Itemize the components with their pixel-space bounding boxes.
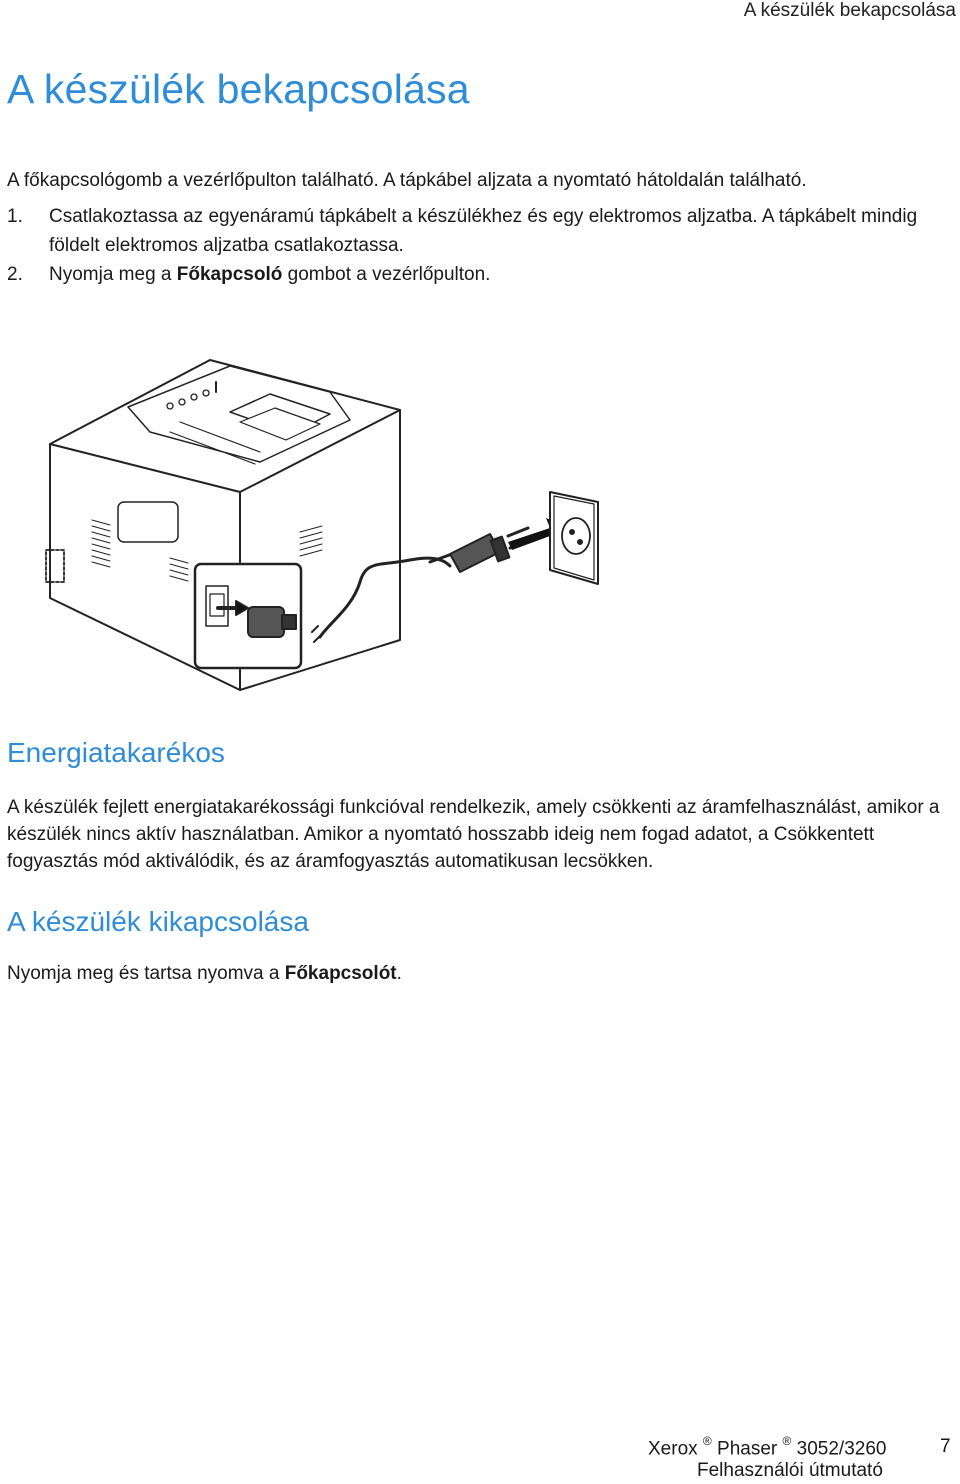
footer-product [648, 1436, 886, 1460]
step-text-before: Nyomja meg a [49, 264, 177, 285]
footer-model: 3052/3260 [796, 1438, 887, 1460]
registered-mark: ® [702, 1434, 712, 1448]
power-off-text-before: Nyomja meg és tartsa nyomva a [7, 963, 285, 984]
printer-power-illustration [30, 352, 630, 692]
step-text-after: gombot a vezérlőpulton. [282, 264, 491, 285]
energy-saver-paragraph: A készülék fejlett energiatakarékossági funkcióval rendelkezik, amely csökkenti az áramfelhasználást, amikor a készülék nincs aktív használatban. Amikor a nyomtató hosszabb ideig nem fogad adatot, a Csökkentett fogyasztás mód aktiválódik, és az áramfogyasztás automatikusan lecsökken. [7, 797, 940, 872]
power-button-name: Főkapcsoló [176, 264, 283, 285]
intro-paragraph: A főkapcsológomb a vezérlőpulton található. A tápkábel aljzata a nyomtató hátoldalán található. [7, 170, 807, 191]
wall-socket [550, 492, 598, 584]
step-text: Csatlakoztassa az egyenáramú tápkábelt a készülékhez és egy elektromos aljzatba. A tápkábelt mindig földelt elektromos aljzatba csatlakoztassa. [49, 206, 918, 256]
step-item [7, 202, 947, 260]
footer-guide-title: Felhasználói útmutató [697, 1460, 883, 1481]
step-number: 2. [7, 264, 23, 285]
step-list [7, 202, 947, 289]
step-number: 1. [7, 206, 23, 227]
footer-product-name: Phaser [717, 1438, 778, 1460]
page-title: A készülék bekapcsolása [7, 66, 470, 112]
power-off-text-after: . [396, 963, 402, 984]
page-number: 7 [940, 1436, 951, 1457]
power-switch-name: Főkapcsolót [284, 963, 397, 984]
power-off-paragraph [7, 963, 402, 985]
step-item [7, 260, 947, 289]
footer-brand: Xerox [648, 1438, 698, 1460]
running-header: A készülék bekapcsolása [743, 0, 956, 21]
energy-saver-heading: Energiatakarékos [7, 737, 225, 768]
registered-mark: ® [782, 1434, 792, 1448]
power-off-heading: A készülék kikapcsolása [7, 906, 309, 937]
